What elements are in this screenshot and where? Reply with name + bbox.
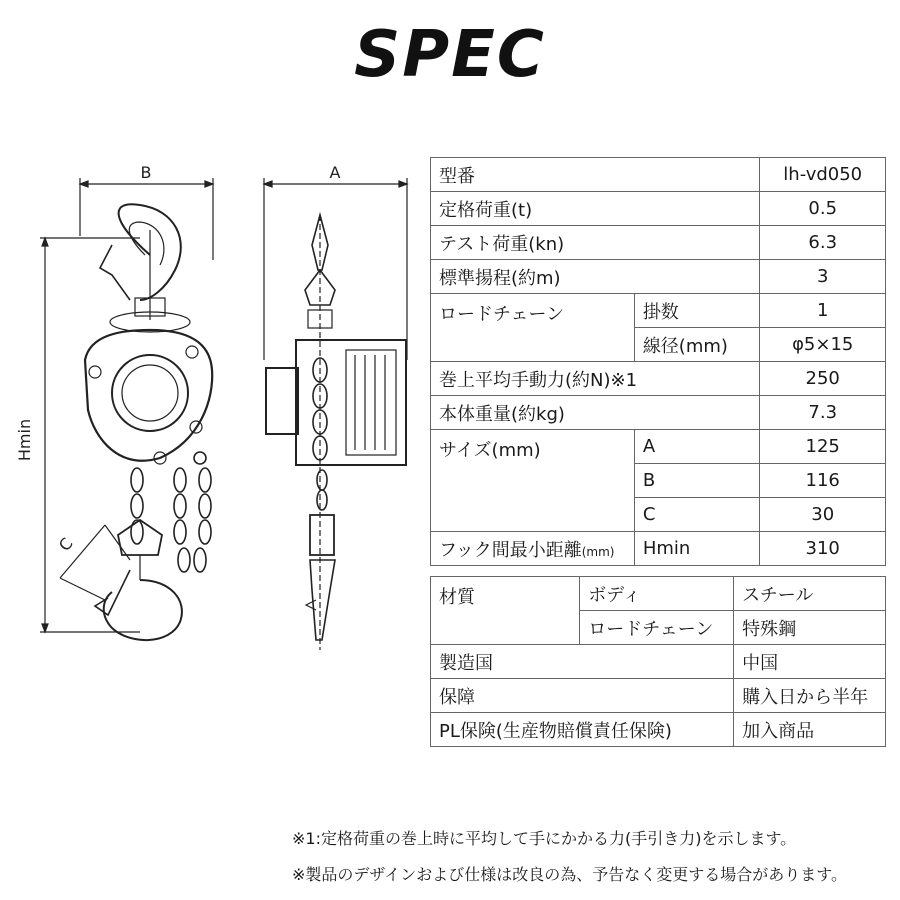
spec-value: 7.3 xyxy=(760,396,886,430)
spec-value: 125 xyxy=(760,430,886,464)
table-row xyxy=(431,226,886,260)
table-row xyxy=(431,679,886,713)
warranty-value: 購入日から半年 xyxy=(734,679,886,713)
origin-value: 中国 xyxy=(734,645,886,679)
pl-value: 加入商品 xyxy=(734,713,886,747)
spec-label: テスト荷重(kn) xyxy=(431,226,760,260)
table-row xyxy=(431,645,886,679)
spec-value: 6.3 xyxy=(760,226,886,260)
spec-value: 0.5 xyxy=(760,192,886,226)
table-row xyxy=(431,430,886,464)
material-body-label: ボディ xyxy=(580,577,734,611)
spec-sublabel: 掛数 xyxy=(634,294,760,328)
table-row xyxy=(431,192,886,226)
table-row xyxy=(431,362,886,396)
spec-label: 型番 xyxy=(431,158,760,192)
spec-value: 310 xyxy=(760,532,886,566)
table-row xyxy=(431,294,886,328)
spec-value: φ5×15 xyxy=(760,328,886,362)
spec-value: 1 xyxy=(760,294,886,328)
spec-value: 3 xyxy=(760,260,886,294)
material-body-value: スチール xyxy=(734,577,886,611)
spec-label: 巻上平均手動力(約N)※1 xyxy=(431,362,760,396)
label-a: A xyxy=(329,163,341,182)
spec-label: 標準揚程(約m) xyxy=(431,260,760,294)
spec-sublabel: B xyxy=(634,464,760,498)
pl-label: PL保険(生産物賠償責任保険) xyxy=(431,713,734,747)
hoist-drawing xyxy=(0,160,420,660)
table-row xyxy=(431,532,886,566)
table-row xyxy=(431,260,886,294)
spec-value: 250 xyxy=(760,362,886,396)
material-chain-label: ロードチェーン xyxy=(580,611,734,645)
label-b: B xyxy=(140,163,152,182)
spec-sublabel: A xyxy=(634,430,760,464)
table-row xyxy=(431,396,886,430)
spec-label xyxy=(431,532,635,566)
spec-table xyxy=(430,157,886,566)
spec-label: ロードチェーン xyxy=(431,294,635,362)
spec-label: サイズ(mm) xyxy=(431,430,635,532)
info-table xyxy=(430,576,886,747)
page-title: SPEC xyxy=(354,18,546,92)
table-row xyxy=(431,713,886,747)
spec-label-text: フック間最小距離 xyxy=(439,539,582,561)
spec-label-unit: (mm) xyxy=(581,544,615,559)
footnote-1: ※1:定格荷重の巻上時に平均して手にかかる力(手引き力)を示します。 xyxy=(292,829,797,848)
spec-sublabel: Hmin xyxy=(634,532,760,566)
label-c: C xyxy=(54,534,77,555)
material-label: 材質 xyxy=(431,577,580,645)
label-hmin: Hmin xyxy=(15,418,34,462)
spec-value: 116 xyxy=(760,464,886,498)
spec-label: 本体重量(約kg) xyxy=(431,396,760,430)
table-row xyxy=(431,577,886,611)
origin-label: 製造国 xyxy=(431,645,734,679)
material-chain-value: 特殊鋼 xyxy=(734,611,886,645)
footnote-2: ※製品のデザインおよび仕様は改良の為、予告なく変更する場合があります。 xyxy=(292,865,848,884)
spec-sublabel: C xyxy=(634,498,760,532)
spec-label: 定格荷重(t) xyxy=(431,192,760,226)
spec-sublabel: 線径(mm) xyxy=(634,328,760,362)
warranty-label: 保障 xyxy=(431,679,734,713)
spec-value: lh-vd050 xyxy=(760,158,886,192)
spec-value: 30 xyxy=(760,498,886,532)
table-row xyxy=(431,158,886,192)
